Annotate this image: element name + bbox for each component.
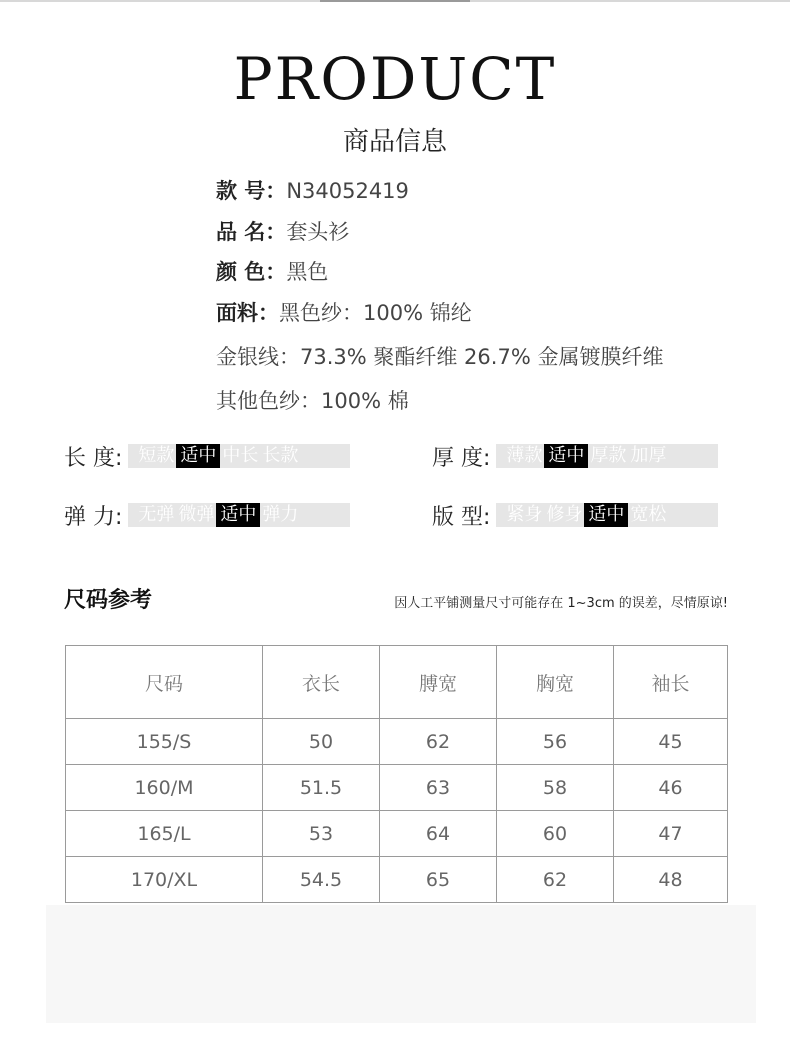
option-selected: 适中 <box>216 503 260 527</box>
option-mid-long: 中长 <box>222 445 259 466</box>
option-selected: 适中 <box>544 444 588 468</box>
header-length: 衣长 <box>263 646 380 719</box>
cell-chest: 62 <box>497 857 614 903</box>
option-long: 长款 <box>262 445 299 466</box>
cell-sleeve: 48 <box>614 857 728 903</box>
info-label: 品 名： <box>216 220 287 244</box>
size-table-header <box>66 646 728 719</box>
option-stretch: 弹力 <box>262 504 299 525</box>
option-loose: 宽松 <box>630 504 667 525</box>
cell-shoulder: 64 <box>380 811 497 857</box>
cell-sleeve: 46 <box>614 765 728 811</box>
cell-length: 53 <box>263 811 380 857</box>
product-info-subtitle: 商品信息 <box>342 127 447 157</box>
table-row <box>66 719 728 765</box>
cell-size: 170/XL <box>66 857 263 903</box>
info-row-fabric-other <box>216 386 409 416</box>
info-label: 颜 色： <box>216 260 287 284</box>
option-no-stretch: 无弹 <box>138 504 175 525</box>
info-value: 黑色纱：100% 锦纶 <box>279 301 472 325</box>
cell-chest: 56 <box>497 719 614 765</box>
cell-sleeve: 47 <box>614 811 728 857</box>
top-divider-accent <box>320 0 470 2</box>
table-row <box>66 811 728 857</box>
info-value: 其他色纱：100% 棉 <box>216 389 409 413</box>
cell-chest: 60 <box>497 811 614 857</box>
option-short: 短款 <box>138 445 175 466</box>
attribute-fit <box>432 500 718 530</box>
info-value: 套头衫 <box>286 220 350 244</box>
attribute-length <box>64 441 350 471</box>
cell-shoulder: 65 <box>380 857 497 903</box>
table-row <box>66 857 728 903</box>
size-reference-note: 因人工平铺测量尺寸可能存在 1~3cm 的误差，尽情原谅! <box>394 596 728 611</box>
table-row <box>66 765 728 811</box>
option-selected: 适中 <box>176 444 220 468</box>
header-chest: 胸宽 <box>497 646 614 719</box>
attribute-label: 版 型: <box>432 504 491 530</box>
info-value: 黑色 <box>286 260 329 284</box>
cell-sleeve: 45 <box>614 719 728 765</box>
attribute-label: 长 度: <box>64 445 123 471</box>
option-tight: 紧身 <box>506 504 543 525</box>
header-sleeve: 袖长 <box>614 646 728 719</box>
option-slim: 修身 <box>546 504 583 525</box>
header-shoulder: 膊宽 <box>380 646 497 719</box>
info-row-style-number <box>216 176 409 206</box>
attribute-scale <box>128 503 350 527</box>
size-reference-heading: 尺码参考 <box>64 588 153 613</box>
cell-size: 160/M <box>66 765 263 811</box>
cell-length: 51.5 <box>263 765 380 811</box>
cell-size: 165/L <box>66 811 263 857</box>
info-row-fabric <box>216 298 472 328</box>
info-label: 面料： <box>216 301 279 325</box>
info-row-product-name <box>216 217 349 247</box>
bottom-blank-panel <box>46 905 756 1023</box>
size-table <box>65 645 728 903</box>
attribute-elasticity <box>64 500 350 530</box>
option-extra-thick: 加厚 <box>630 445 667 466</box>
cell-shoulder: 63 <box>380 765 497 811</box>
attribute-scale <box>496 503 718 527</box>
option-slight-stretch: 微弹 <box>178 504 215 525</box>
cell-length: 54.5 <box>263 857 380 903</box>
info-row-fabric-metallic <box>216 342 663 372</box>
option-thick: 厚款 <box>590 445 627 466</box>
attribute-thickness <box>432 441 718 471</box>
top-divider <box>0 0 790 2</box>
header-size: 尺码 <box>66 646 263 719</box>
option-thin: 薄款 <box>506 445 543 466</box>
cell-length: 50 <box>263 719 380 765</box>
info-label: 款 号： <box>216 179 287 203</box>
attribute-scale <box>496 444 718 468</box>
cell-chest: 58 <box>497 765 614 811</box>
option-selected: 适中 <box>584 503 628 527</box>
info-row-color <box>216 257 328 287</box>
product-title: PRODUCT <box>233 45 557 113</box>
attribute-label: 弹 力: <box>64 504 123 530</box>
attribute-scale <box>128 444 350 468</box>
cell-shoulder: 62 <box>380 719 497 765</box>
info-value: N34052419 <box>286 179 409 203</box>
attribute-label: 厚 度: <box>432 445 491 471</box>
cell-size: 155/S <box>66 719 263 765</box>
info-value: 金银线：73.3% 聚酯纤维 26.7% 金属镀膜纤维 <box>216 345 664 369</box>
